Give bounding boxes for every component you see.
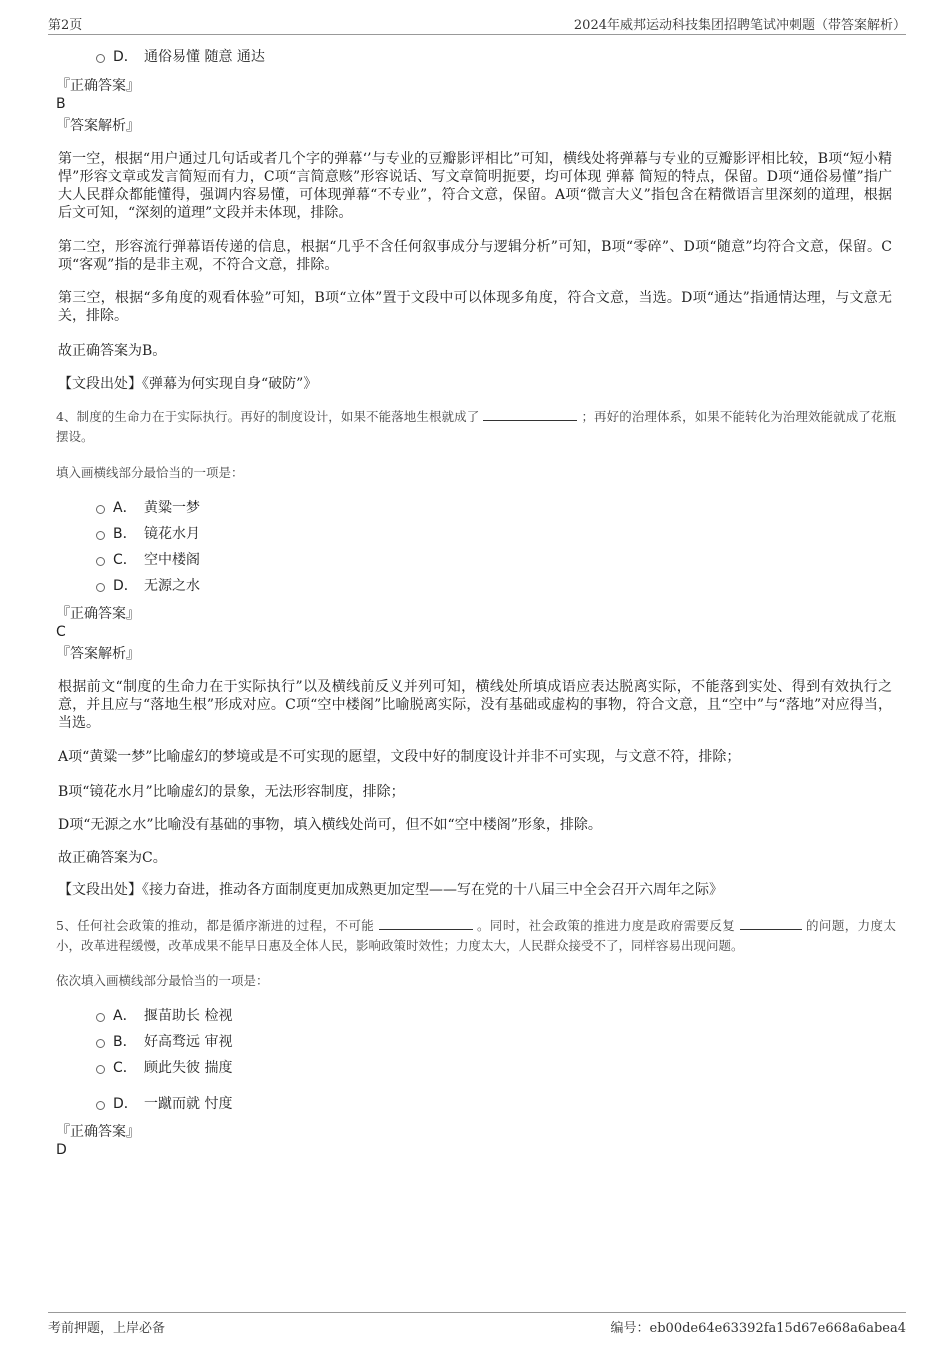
q3-source: 【文段出处】《弹幕为何实现自身“破防”》 bbox=[58, 376, 318, 392]
radio-icon[interactable] bbox=[96, 1101, 105, 1110]
page-number: 第2页 bbox=[48, 18, 83, 33]
radio-icon[interactable] bbox=[96, 54, 105, 63]
option-text: 揠苗助长 检视 bbox=[144, 1008, 233, 1024]
q4-source: 【文段出处】《接力奋进，推动各方面制度更加成熟更加定型——写在党的十八届三中全会召开六周年之际》 bbox=[58, 882, 723, 898]
option-letter: B． bbox=[113, 1034, 137, 1050]
q4-analysis-label: 『答案解析』 bbox=[56, 646, 140, 662]
q3-analysis-label: 『答案解析』 bbox=[56, 118, 140, 134]
option-text: 好高骛远 审视 bbox=[144, 1034, 233, 1050]
option-letter: C． bbox=[113, 552, 137, 568]
q4-analysis-p3: B项“镜花水月”比喻虚幻的景象，无法形容制度，排除； bbox=[58, 784, 405, 800]
option-letter: C． bbox=[113, 1060, 137, 1076]
radio-icon[interactable] bbox=[96, 1065, 105, 1074]
option-letter: D． bbox=[113, 1096, 138, 1112]
q3-analysis-p3: 第三空，根据“多角度的观看体验”可知，B项“立体”置于文段中可以体现多角度，符合文意，当选。D项“通达”指通情达理，与文意无关，排除。 bbox=[58, 290, 892, 324]
radio-icon[interactable] bbox=[96, 1013, 105, 1022]
q4-option-d[interactable] bbox=[96, 577, 200, 595]
q3-answer-label: 『正确答案』 bbox=[56, 78, 140, 94]
q4-analysis-p4: D项“无源之水”比喻没有基础的事物，填入横线处尚可，但不如“空中楼阁”形象，排除。 bbox=[58, 817, 602, 833]
q3-answer: B bbox=[56, 96, 66, 112]
option-text: 镜花水月 bbox=[144, 526, 200, 542]
q5-blank-1 bbox=[379, 917, 473, 930]
q4-analysis-p1: 根据前文“制度的生命力在于实际执行”以及横线前反义并列可知，横线处所填成语应表达脱离实际，不能落到实处、得到有效执行之意，并且应与“落地生根”形成对应。C项“空中楼阁”比喻脱离实际，没有基础或虚构的事物，符合文意，且“空中”与“落地”对应得当，当选。 bbox=[58, 679, 892, 731]
q4-blank bbox=[483, 408, 577, 421]
q4-stem-part-b: ；再好的治理体系，如果不能转化为治理效能就成了花瓶摆设。 bbox=[56, 409, 896, 444]
option-text: 黄粱一梦 bbox=[144, 500, 200, 516]
q5-stem bbox=[56, 916, 896, 956]
option-text: 空中楼阁 bbox=[144, 552, 200, 568]
q5-stem-part-b: 。同时，社会政策的推进力度是政府需要反复 bbox=[477, 918, 736, 933]
q5-blank-2 bbox=[740, 917, 802, 930]
option-letter: B． bbox=[113, 526, 137, 542]
q4-option-b[interactable] bbox=[96, 525, 200, 543]
q4-answer: C bbox=[56, 624, 66, 640]
radio-icon[interactable] bbox=[96, 505, 105, 514]
option-letter: D． bbox=[113, 578, 138, 594]
q5-option-a[interactable] bbox=[96, 1007, 232, 1025]
q5-answer-label: 『正确答案』 bbox=[56, 1124, 140, 1140]
page-footer bbox=[48, 1312, 906, 1335]
q3-analysis-p1: 第一空，根据“用户通过几句话或者几个字的弹幕‘’与专业的豆瓣影评相比”可知，横线处将弹幕与专业的豆瓣影评相比较，B项“短小精悍”形容文章或发言简短而有力，C项“言简意赅”形容说话、写文章简明扼要，均可体现 弹幕 简短的特点，保留。D项“通俗易懂”指广大人民群众都能懂得，强调内容易懂，可体现弹幕“不专业”，符合文意，保留。A项“微言大义”指包含在精微语言里深刻的道理，根据后文可知，“深刻的道理”文段并未体现，排除。 bbox=[58, 151, 892, 221]
radio-icon[interactable] bbox=[96, 557, 105, 566]
option-letter: A． bbox=[113, 500, 137, 516]
document-code: 编号：eb00de64e63392fa15d67e668a6abea4 bbox=[610, 1321, 906, 1336]
radio-icon[interactable] bbox=[96, 1039, 105, 1048]
q4-analysis-p2: A项“黄粱一梦”比喻虚幻的梦境或是不可实现的愿望，文段中好的制度设计并非不可实现，与文意不符，排除； bbox=[58, 749, 741, 765]
radio-icon[interactable] bbox=[96, 531, 105, 540]
q4-stem-part-a: 4、制度的生命力在于实际执行。再好的制度设计，如果不能落地生根就成了 bbox=[56, 409, 480, 424]
option-text: 一蹴而就 忖度 bbox=[144, 1096, 233, 1112]
q4-prompt: 填入画横线部分最恰当的一项是： bbox=[56, 465, 244, 480]
footer-slogan: 考前押题，上岸必备 bbox=[48, 1321, 166, 1336]
q5-stem-part-c: 的问题，力度太小，改革进程缓慢，改革成果不能早日惠及全体人民，影响政策时效性；力度太大，人民群众接受不了，同样容易出现问题。 bbox=[56, 918, 896, 953]
page-header bbox=[48, 12, 906, 35]
q5-option-d[interactable] bbox=[96, 1095, 232, 1113]
option-text: 顾此失彼 揣度 bbox=[144, 1060, 233, 1076]
q4-option-c[interactable] bbox=[96, 551, 200, 569]
option-letter: A． bbox=[113, 1008, 137, 1024]
q4-conclusion: 故正确答案为C。 bbox=[58, 850, 167, 866]
q5-answer: D bbox=[56, 1142, 67, 1158]
q5-option-b[interactable] bbox=[96, 1033, 232, 1051]
q3-conclusion: 故正确答案为B。 bbox=[58, 343, 167, 359]
q4-answer-label: 『正确答案』 bbox=[56, 606, 140, 622]
document-title: 2024年威邦运动科技集团招聘笔试冲刺题（带答案解析） bbox=[573, 18, 906, 33]
q3-analysis-p2: 第二空，形容流行弹幕语传递的信息，根据“几乎不含任何叙事成分与逻辑分析”可知，B项“零碎”、D项“随意”均符合文意，保留。C项“客观”指的是非主观，不符合文意，排除。 bbox=[58, 239, 892, 273]
q4-stem bbox=[56, 407, 896, 447]
option-letter: D． bbox=[113, 49, 138, 65]
radio-icon[interactable] bbox=[96, 583, 105, 592]
q3-option-d[interactable] bbox=[96, 48, 265, 66]
option-text: 无源之水 bbox=[144, 578, 200, 594]
q5-prompt: 依次填入画横线部分最恰当的一项是： bbox=[56, 973, 269, 988]
option-text: 通俗易懂 随意 通达 bbox=[144, 49, 265, 65]
q5-option-c[interactable] bbox=[96, 1059, 232, 1077]
q4-option-a[interactable] bbox=[96, 499, 200, 517]
q5-stem-part-a: 5、任何社会政策的推动，都是循序渐进的过程，不可能 bbox=[56, 918, 375, 933]
